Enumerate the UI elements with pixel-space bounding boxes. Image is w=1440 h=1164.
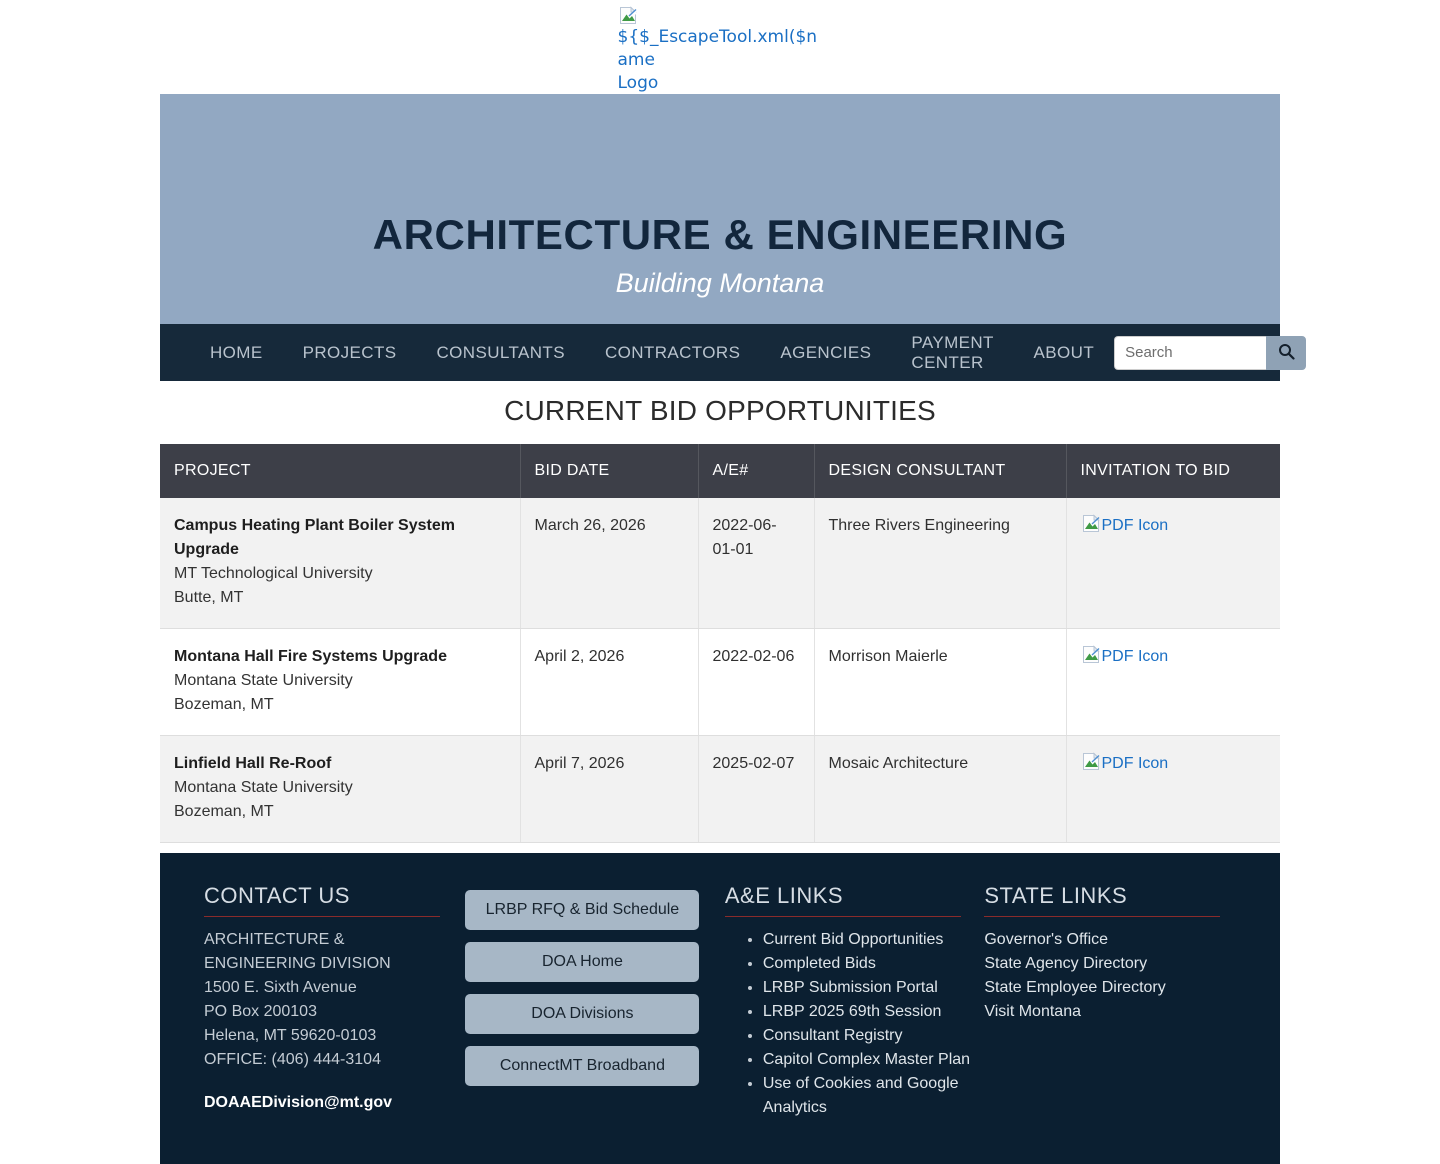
footer-state-links-list (984, 928, 1236, 1024)
table-row (160, 498, 1280, 629)
table-body (160, 498, 1280, 843)
search-icon (1278, 343, 1295, 363)
table-row (160, 736, 1280, 843)
project-name: Montana Hall Fire Systems Upgrade (174, 648, 447, 665)
list-item (984, 928, 1236, 952)
content-wrapper (160, 94, 1280, 1164)
doa-divisions-button[interactable]: DOA Divisions (465, 994, 699, 1034)
list-item (763, 928, 984, 952)
table-header-row (160, 444, 1280, 498)
nav-item-projects[interactable]: PROJECTS (302, 342, 397, 362)
site-logo-alt-text: ${$_EscapeTool.xml($name Logo (617, 27, 818, 93)
state-link-state-employee-directory[interactable]: State Employee Directory (984, 979, 1166, 996)
nav-item-home[interactable]: HOME (210, 342, 263, 362)
footer-contact-heading: CONTACT US (204, 883, 440, 917)
footer-ae-links-heading: A&E LINKS (725, 883, 961, 917)
nav-items (160, 323, 1114, 383)
state-link-visit-montana[interactable]: Visit Montana (984, 1003, 1081, 1020)
invitation-pdf-link[interactable] (1081, 645, 1169, 669)
invitation-pdf-alt-text: PDF Icon (1101, 517, 1169, 534)
nav-item-consultants[interactable]: CONSULTANTS (436, 342, 565, 362)
cell-design-consultant: Mosaic Architecture (814, 736, 1066, 843)
cell-invitation-to-bid (1066, 498, 1280, 629)
ae-link-completed-bids[interactable]: Completed Bids (762, 955, 876, 972)
cell-ae-number: 2025-02-07 (698, 736, 814, 843)
nav-item-contractors[interactable]: CONTRACTORS (604, 342, 741, 362)
broken-image-icon (1082, 514, 1101, 533)
site-logo-link[interactable] (618, 6, 823, 94)
search-group (1114, 336, 1306, 370)
footer-ae-links-column (725, 883, 984, 1120)
address-line-3: 1500 E. Sixth Avenue (204, 979, 357, 996)
project-organization: Montana State University (174, 779, 353, 796)
cell-project (160, 736, 520, 843)
broken-image-icon (619, 6, 638, 25)
nav-item-payment-center[interactable]: PAYMENT CENTER (911, 332, 994, 372)
list-item (984, 952, 1236, 976)
footer-state-links-heading: STATE LINKS (984, 883, 1220, 917)
lrbp-rfq-bid-schedule-button[interactable]: LRBP RFQ & Bid Schedule (465, 890, 699, 930)
list-item (763, 1072, 984, 1120)
cell-project (160, 629, 520, 736)
broken-image-icon (1082, 752, 1101, 771)
invitation-pdf-link[interactable] (1081, 752, 1169, 776)
column-header-ae-number[interactable]: A/E# (698, 444, 814, 498)
hero-title: ARCHITECTURE & ENGINEERING (372, 211, 1068, 258)
cell-ae-number: 2022-02-06 (698, 629, 814, 736)
list-item (984, 976, 1236, 1000)
address-line-4: PO Box 200103 (204, 1003, 317, 1020)
ae-link-current-bid-opportunities[interactable]: Current Bid Opportunities (762, 931, 944, 948)
address-line-1: ARCHITECTURE & (204, 931, 345, 948)
bid-opportunities-table (160, 444, 1280, 843)
ae-link-lrbp-2025-69th-session[interactable]: LRBP 2025 69th Session (762, 1003, 942, 1020)
project-city: Bozeman, MT (174, 696, 274, 713)
cell-design-consultant: Morrison Maierle (814, 629, 1066, 736)
hero-banner (160, 94, 1280, 324)
list-item (763, 952, 984, 976)
list-item (984, 1000, 1236, 1024)
project-name: Campus Heating Plant Boiler System Upgrade (174, 517, 455, 558)
table-row (160, 629, 1280, 736)
column-header-design-consultant[interactable]: DESIGN CONSULTANT (814, 444, 1066, 498)
search-input[interactable] (1114, 336, 1266, 370)
project-city: Bozeman, MT (174, 803, 274, 820)
invitation-pdf-alt-text: PDF Icon (1101, 755, 1169, 772)
site-logo-area (0, 0, 1440, 94)
cell-bid-date: March 26, 2026 (520, 498, 698, 629)
ae-link-consultant-registry[interactable]: Consultant Registry (762, 1027, 903, 1044)
page-title: CURRENT BID OPPORTUNITIES (504, 395, 936, 426)
cell-bid-date: April 7, 2026 (520, 736, 698, 843)
state-link-governors-office[interactable]: Governor's Office (984, 931, 1109, 948)
column-header-invitation-to-bid[interactable]: INVITATION TO BID (1066, 444, 1280, 498)
cell-bid-date: April 2, 2026 (520, 629, 698, 736)
nav-item-agencies[interactable]: AGENCIES (780, 342, 872, 362)
column-header-project[interactable]: PROJECT (160, 444, 520, 498)
table-header (160, 444, 1280, 498)
footer-email-link[interactable]: DOAAEDivision@mt.gov (204, 1094, 393, 1111)
list-item (763, 1024, 984, 1048)
hero-subtitle: Building Montana (615, 268, 825, 298)
project-city: Butte, MT (174, 589, 244, 606)
footer-buttons-column (465, 883, 724, 1120)
project-name: Linfield Hall Re-Roof (174, 755, 332, 772)
nav-item-about[interactable]: ABOUT (1033, 342, 1095, 362)
address-line-5: Helena, MT 59620-0103 (204, 1027, 377, 1044)
list-item (763, 1048, 984, 1072)
invitation-pdf-alt-text: PDF Icon (1101, 648, 1169, 665)
column-header-bid-date[interactable]: BID DATE (520, 444, 698, 498)
footer-address (204, 928, 465, 1072)
cell-design-consultant: Three Rivers Engineering (814, 498, 1066, 629)
cell-ae-number: 2022-06-01-01 (698, 498, 814, 629)
site-footer (160, 853, 1280, 1164)
main-navigation (160, 324, 1280, 381)
broken-image-icon (1082, 645, 1101, 664)
address-line-6: OFFICE: (406) 444-3104 (204, 1051, 381, 1068)
project-organization: Montana State University (174, 672, 353, 689)
footer-contact-column (204, 883, 465, 1120)
ae-link-use-of-cookies-and-google-analytics[interactable]: Use of Cookies and Google Analytics (762, 1075, 959, 1116)
list-item (763, 976, 984, 1000)
project-organization: MT Technological University (174, 565, 373, 582)
address-line-2: ENGINEERING DIVISION (204, 955, 391, 972)
doa-home-button[interactable]: DOA Home (465, 942, 699, 982)
invitation-pdf-link[interactable] (1081, 514, 1169, 538)
cell-project (160, 498, 520, 629)
search-button[interactable] (1266, 336, 1306, 370)
cell-invitation-to-bid (1066, 736, 1280, 843)
footer-ae-links-list (725, 928, 984, 1120)
cell-invitation-to-bid (1066, 629, 1280, 736)
list-item (763, 1000, 984, 1024)
ae-link-lrbp-submission-portal[interactable]: LRBP Submission Portal (762, 979, 938, 996)
connectmt-broadband-button[interactable]: ConnectMT Broadband (465, 1046, 699, 1086)
state-link-state-agency-directory[interactable]: State Agency Directory (984, 955, 1148, 972)
footer-state-links-column (984, 883, 1236, 1120)
ae-link-capitol-complex-master-plan[interactable]: Capitol Complex Master Plan (762, 1051, 971, 1068)
